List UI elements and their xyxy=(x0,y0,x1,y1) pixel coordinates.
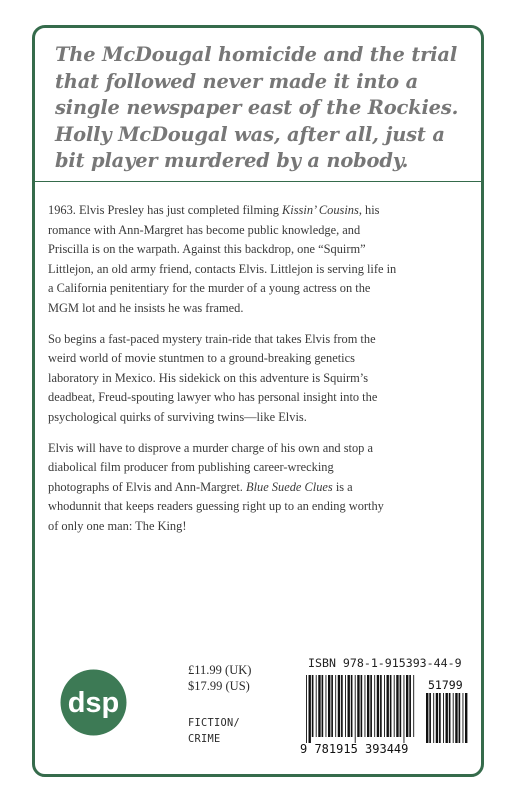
blurb-line: Elvis will have to disprove a murder charge of his own and stop a xyxy=(48,440,373,455)
barcode-bar xyxy=(341,675,343,737)
blurb-paragraph-1 xyxy=(48,201,478,319)
price-uk: £11.99 (UK) xyxy=(188,663,252,677)
barcode-bar xyxy=(351,675,353,737)
barcode-bar xyxy=(404,675,405,743)
blurb-paragraph-2 xyxy=(48,330,478,428)
blurb-text: is a xyxy=(332,479,353,494)
blurb-line: of only one man: The King! xyxy=(48,518,187,533)
barcode-bar xyxy=(446,693,448,743)
barcode-bar xyxy=(459,693,461,743)
tagline-line: that followed never made it into a xyxy=(55,69,418,93)
barcode-bar xyxy=(377,675,379,737)
barcode-bar xyxy=(357,675,359,737)
barcode-bar xyxy=(345,675,346,737)
barcode-bar xyxy=(433,693,434,743)
blurb-line: Priscilla is on the warpath. Against this backdrop, one “Squirm” xyxy=(48,242,366,257)
genre-line: FICTION/ xyxy=(188,717,240,729)
blurb-line: So begins a fast-paced mystery train-ride that takes Elvis from the xyxy=(48,331,376,346)
barcode-bar xyxy=(384,675,385,737)
blurb-paragraph-3 xyxy=(48,439,478,537)
barcode-bar xyxy=(328,675,330,737)
blurb-line: Littlejon, an old army friend, contacts Elvis. Littlejon is serving life in xyxy=(48,261,397,276)
tagline-line: bit player murdered by a nobody. xyxy=(55,149,409,172)
barcode-bar xyxy=(335,675,336,737)
barcode-bar xyxy=(394,675,395,737)
tagline-line: The McDougal homicide and the trial xyxy=(55,43,458,66)
blurb-text: , his xyxy=(358,203,380,217)
barcode-bar xyxy=(318,675,320,737)
prices xyxy=(188,662,251,694)
isbn-barcode xyxy=(296,673,471,755)
barcode-bar xyxy=(409,675,411,737)
barcode-bar xyxy=(449,693,451,743)
barcode-bar xyxy=(361,675,363,737)
isbn-label: ISBN 978-1-915393-44-9 xyxy=(308,656,462,670)
barcode-bar xyxy=(338,675,340,737)
blurb-line: a California penitentiary for the murder of a young actress on the xyxy=(48,281,371,296)
tagline xyxy=(55,42,470,175)
blurb-line: weird world of movie stuntmen to a ground-breaking genetics xyxy=(48,351,355,366)
blurb-line: psychological quirks of surviving twins—like Elvis. xyxy=(48,409,307,424)
blurb-line: romance with Ann-Margret has become public knowledge, and xyxy=(48,222,361,237)
publisher-logo xyxy=(60,669,127,736)
barcode-bar xyxy=(365,675,366,737)
logo-text: dsp xyxy=(67,687,120,719)
blurb-line: deadbeat, Freud-spouting lawyer who has personal insight into the xyxy=(48,390,378,405)
barcode-bar xyxy=(355,675,356,743)
book-title: Blue Suede Clues xyxy=(246,479,333,494)
tagline-line: Holly McDougal was, after all, just a xyxy=(55,122,445,146)
barcode-addon-digits: 51799 xyxy=(428,678,463,692)
barcode-bar xyxy=(439,693,441,743)
blurb-line: whodunnit that keeps readers guessing right up to an ending worthy xyxy=(48,499,384,514)
barcode-bar xyxy=(374,675,375,737)
genre-line: CRIME xyxy=(188,733,221,745)
barcode-bar xyxy=(370,675,372,737)
barcode-bar xyxy=(312,675,314,737)
divider xyxy=(35,181,481,182)
barcode-bar xyxy=(367,675,369,737)
barcode-bar xyxy=(436,693,438,743)
barcode-bar xyxy=(380,675,382,737)
blurb-text: photographs of Elvis and Ann-Margret. xyxy=(48,479,246,494)
barcode-main-digits: 9 781915 393449 xyxy=(300,742,409,755)
barcode-bar xyxy=(306,675,307,743)
barcode-bar xyxy=(463,693,464,743)
blurb-line: diabolical film producer from publishing career-wrecking xyxy=(48,460,334,475)
barcode-bar xyxy=(406,675,408,737)
barcode-bar xyxy=(426,693,428,743)
barcode-bar xyxy=(322,675,324,737)
barcode-bar xyxy=(390,675,392,737)
barcode-bar xyxy=(465,693,467,743)
blurb-line: MGM lot and he insists he was framed. xyxy=(48,300,244,315)
barcode-bar xyxy=(348,675,350,737)
barcode-bar xyxy=(326,675,327,737)
genre-label xyxy=(188,715,240,747)
barcode-bar xyxy=(413,675,414,737)
price-us: $17.99 (US) xyxy=(188,679,250,693)
barcode-bar xyxy=(429,693,431,743)
blurb-line: laboratory in Mexico. His sidekick on this adventure is Squirm’s xyxy=(48,370,369,385)
barcode-bar xyxy=(443,693,444,743)
barcode-bar xyxy=(453,693,454,743)
barcode-bar xyxy=(455,693,457,743)
blurb-line xyxy=(48,201,478,221)
barcode-bar xyxy=(400,675,402,737)
barcode-bar xyxy=(309,675,311,743)
barcode-bar xyxy=(331,675,333,737)
barcode-bar xyxy=(396,675,398,737)
blurb-text: 1963. Elvis Presley has just completed filming xyxy=(48,203,283,217)
barcode-bar xyxy=(387,675,389,737)
tagline-line: single newspaper east of the Rockies. xyxy=(55,96,459,119)
barcode-bar xyxy=(316,675,317,737)
film-title: Kissin’ Cousins xyxy=(282,203,359,217)
blurb xyxy=(48,201,478,548)
blurb-line xyxy=(48,478,478,498)
